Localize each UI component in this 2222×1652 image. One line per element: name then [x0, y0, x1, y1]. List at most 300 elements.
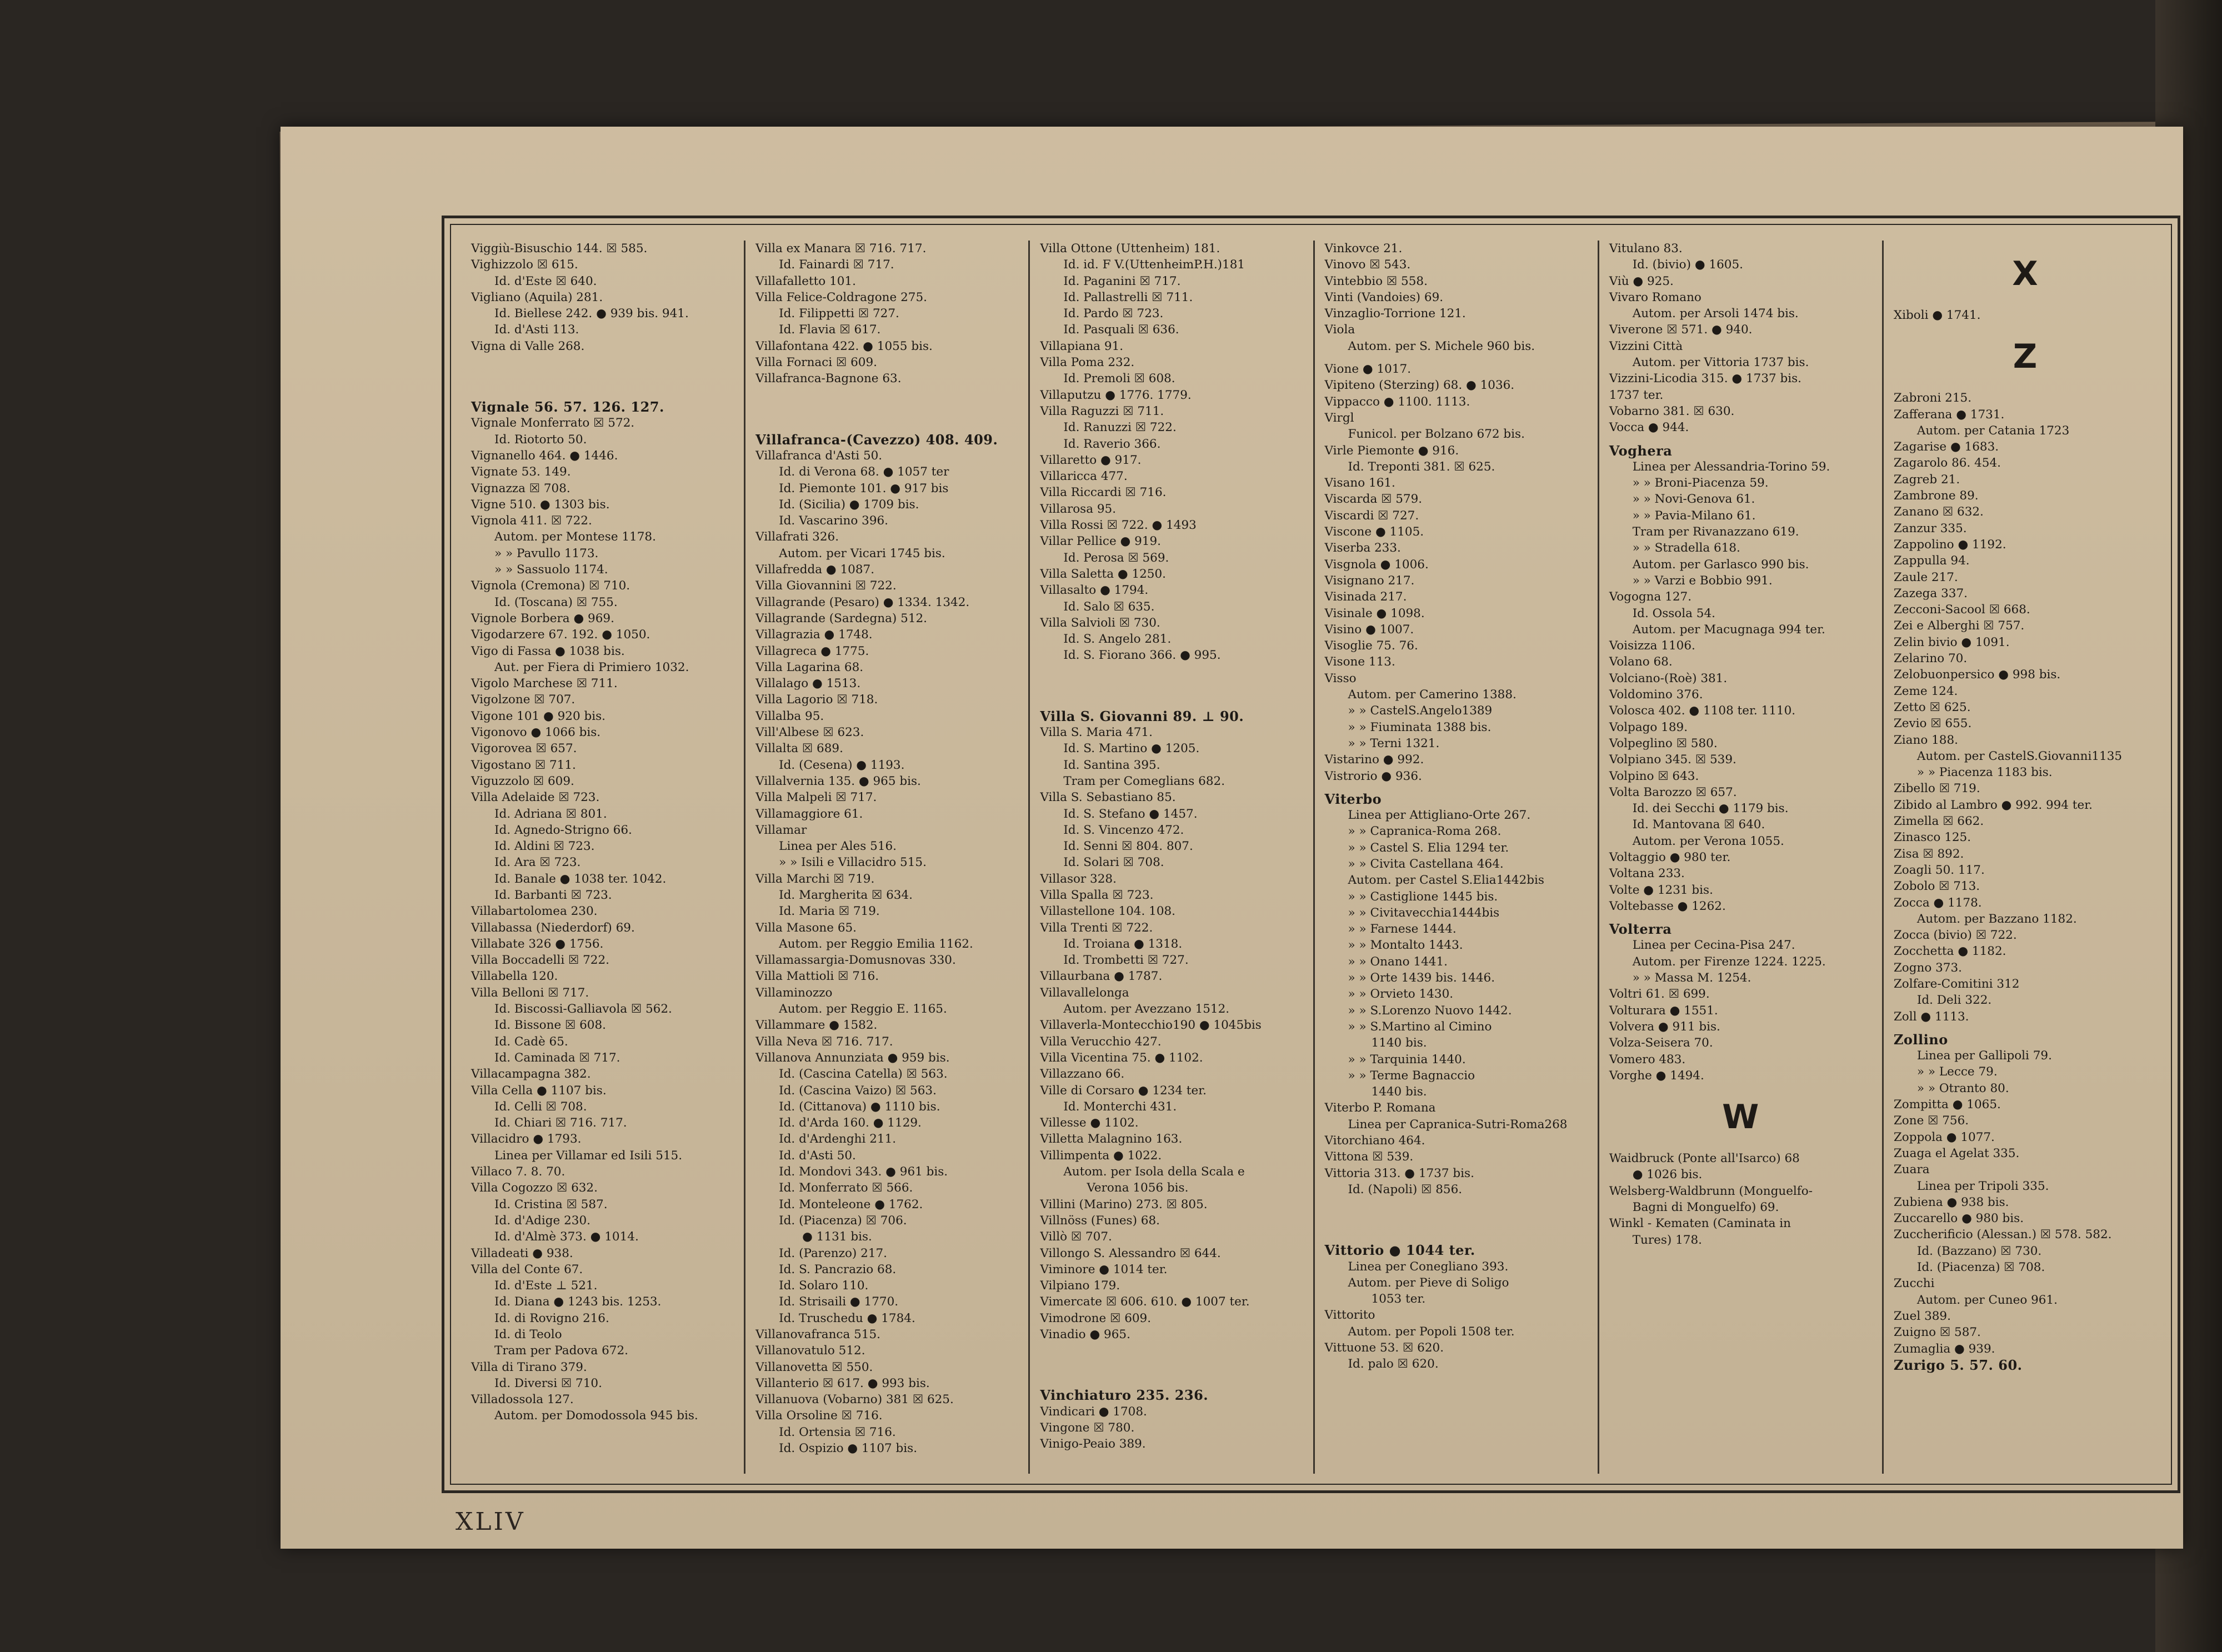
index-entry: Viserba 233. [1324, 541, 1401, 555]
index-entry: Vigne 510. ● 1303 bis. [471, 497, 610, 512]
index-entry: Id. Ranuzzi ☒ 722. [1063, 420, 1177, 435]
index-entry: Vizzini Città [1609, 339, 1683, 353]
index-entry: Vigolo Marchese ☒ 711. [471, 677, 618, 691]
index-entry: Villa S. Maria 471. [1040, 725, 1153, 740]
index-entry: Id. Flavia ☒ 617. [779, 323, 881, 337]
index-entry: Vinadio ● 965. [1040, 1328, 1130, 1341]
index-entry: Villafredda ● 1087. [755, 563, 875, 577]
index-entry: Villalvernia 135. ● 965 bis. [755, 774, 921, 788]
index-entry: Autom. per Reggio Emilia 1162. [779, 937, 973, 951]
index-entry: Viterbo P. Romana [1324, 1101, 1436, 1115]
index-entry: Villagrande (Pesaro) ● 1334. 1342. [755, 595, 970, 609]
index-entry: Vipiteno (Sterzing) 68. ● 1036. [1324, 378, 1515, 393]
section-letter: W [1722, 1098, 1759, 1137]
entry-spacer [1325, 784, 1588, 791]
index-entry: Vimercate ☒ 606. 610. ● 1007 ter. [1040, 1295, 1250, 1309]
index-entry: Id. Fainardi ☒ 717. [779, 258, 894, 272]
index-entry: Id. Celli ☒ 708. [494, 1099, 587, 1114]
index-entry: Villabassa (Niederdorf) 69. [471, 920, 635, 935]
index-entry: Id. Truschedu ● 1784. [779, 1311, 915, 1325]
index-entry: Zevio ☒ 655. [1893, 717, 1972, 731]
index-entry: Virgl [1324, 411, 1354, 425]
index-entry: Zagreb 21. [1893, 472, 1960, 487]
index-entry: Zoagli 50. 117. [1893, 863, 1985, 877]
index-entry: Id. Ossola 54. [1632, 606, 1715, 620]
index-entry: Id. Solaro 110. [779, 1279, 869, 1293]
index-entry: Id. Riotorto 50. [494, 432, 587, 447]
index-heading-entry: Voghera [1609, 442, 1673, 459]
index-entry: Villazzano 66. [1040, 1067, 1125, 1082]
index-entry: Villanterio ☒ 617. ● 993 bis. [755, 1376, 930, 1390]
index-entry: Tram per Padova 672. [494, 1344, 628, 1358]
index-entry: Villalago ● 1513. [755, 677, 861, 691]
index-entry: Id. Biellese 242. ● 939 bis. 941. [494, 307, 689, 321]
index-entry: Villa Adelaide ☒ 723. [471, 790, 600, 805]
index-entry: Id. Biscossi-Galliavola ☒ 562. [494, 1002, 672, 1017]
index-entry: Vinzaglio-Torrione 121. [1324, 307, 1466, 321]
index-entry: Vorghe ● 1494. [1609, 1068, 1704, 1083]
index-entry: Id. Bissone ☒ 608. [494, 1018, 606, 1033]
index-entry: Vilpiano 179. [1040, 1279, 1120, 1293]
index-columns [461, 241, 2166, 1474]
index-entry: Zazega 337. [1893, 586, 1968, 600]
index-heading-entry: Villa S. Giovanni 89. ⊥ 90. [1040, 708, 1244, 724]
index-entry: Autom. per Cuneo 961. [1916, 1293, 2058, 1307]
index-entry: Vistrorio ● 936. [1324, 769, 1422, 783]
index-entry: Zanzur 335. [1893, 521, 1967, 535]
index-entry: Linea per Villamar ed Isili 515. [494, 1148, 683, 1163]
index-heading-entry: Viterbo [1324, 790, 1382, 807]
index-entry: Id. S. Stefano ● 1457. [1063, 807, 1198, 821]
index-entry: Zuel 389. [1893, 1309, 1951, 1323]
index-entry: Autom. per Avezzano 1512. [1063, 1002, 1230, 1017]
index-entry: 1140 bis. [1371, 1036, 1427, 1050]
index-entry: Villapiana 91. [1040, 339, 1124, 353]
index-entry: Id. Santina 395. [1063, 758, 1160, 772]
index-entry: Id. S. Fiorano 366. ● 995. [1063, 648, 1221, 663]
index-entry: Id. Vascarino 396. [779, 514, 889, 528]
index-entry: Zibido al Lambro ● 992. 994 ter. [1893, 798, 2093, 812]
index-entry: Autom. per Macugnaga 994 ter. [1632, 622, 1825, 637]
entry-spacer [471, 354, 734, 399]
index-entry: Id. Piemonte 101. ● 917 bis [779, 481, 949, 495]
index-entry: Villammare ● 1582. [755, 1018, 878, 1033]
index-entry: Autom. per Firenze 1224. 1225. [1632, 954, 1826, 969]
entry-spacer [1325, 1198, 1588, 1242]
index-entry: Zuccarello ● 980 bis. [1893, 1212, 2024, 1226]
index-entry: Id. Diversi ☒ 710. [494, 1376, 602, 1390]
index-entry: » » Terni 1321. [1348, 736, 1440, 750]
index-entry: Id. Trombetti ☒ 727. [1063, 953, 1189, 968]
index-entry: Autom. per Vicari 1745 bis. [779, 546, 945, 560]
index-entry: Id. dei Secchi ● 1179 bis. [1632, 802, 1789, 816]
index-entry: Villanovatulo 512. [755, 1344, 865, 1358]
index-entry: Villa Fornaci ☒ 609. [755, 356, 877, 370]
index-entry: Id. (Cascina Catella) ☒ 563. [779, 1067, 948, 1082]
index-entry: Villa del Conte 67. [471, 1262, 583, 1276]
index-entry: Vinkovce 21. [1324, 242, 1403, 256]
index-entry: Autom. per Garlasco 990 bis. [1632, 557, 1809, 572]
index-entry: Id. Monferrato ☒ 566. [779, 1181, 913, 1195]
index-entry: Id. Diana ● 1243 bis. 1253. [494, 1295, 662, 1309]
index-entry: Volpiano 345. ☒ 539. [1609, 753, 1736, 767]
index-heading-entry: Volterra [1609, 921, 1672, 938]
index-entry: Autom. per Catania 1723 [1916, 423, 2070, 438]
index-entry: Visoglie 75. 76. [1324, 639, 1418, 653]
index-entry: Zeme 124. [1893, 684, 1958, 698]
entry-spacer [1325, 354, 1588, 361]
index-entry: Id. d'Asti 50. [779, 1148, 856, 1163]
index-entry: Id. Barbanti ☒ 723. [494, 888, 612, 902]
index-entry: Vittuone 53. ☒ 620. [1324, 1341, 1444, 1355]
index-entry: Id. (Parenzo) 217. [779, 1246, 888, 1260]
index-entry: Tures) 178. [1632, 1233, 1703, 1247]
index-entry: Vomero 483. [1609, 1052, 1686, 1067]
index-entry: Zelarino 70. [1893, 652, 1968, 666]
index-entry: Vignale Monferrato ☒ 572. [471, 416, 635, 430]
index-entry: Id. S. Pancrazio 68. [779, 1262, 897, 1276]
index-entry: Villa Marchi ☒ 719. [755, 872, 875, 886]
index-entry: Autom. per Reggio E. 1165. [779, 1002, 947, 1017]
index-entry: Id. id. F V.(UttenheimP.H.)181 [1063, 258, 1245, 272]
index-entry: Villa Salvioli ☒ 730. [1040, 615, 1160, 630]
index-entry: Linea per Tripoli 335. [1916, 1179, 2049, 1193]
index-entry: Zisa ☒ 892. [1893, 847, 1964, 861]
index-entry: Id. S. Angelo 281. [1063, 632, 1172, 647]
index-entry: Vingone ☒ 780. [1040, 1420, 1135, 1435]
index-entry: Vignate 53. 149. [471, 465, 571, 479]
index-entry: Villaricca 477. [1040, 469, 1128, 484]
index-entry: Vittorito [1324, 1308, 1375, 1323]
index-entry: Zecconi-Sacool ☒ 668. [1893, 603, 2030, 617]
index-entry: Zelobuonpersico ● 998 bis. [1893, 668, 2061, 682]
index-entry: Id. Treponti 381. ☒ 625. [1348, 459, 1495, 474]
index-entry: Villaverla-Montecchio190 ● 1045bis [1040, 1018, 1262, 1033]
index-entry: Vill'Albese ☒ 623. [755, 725, 864, 740]
index-entry: Id. d'Ardenghi 211. [779, 1132, 897, 1147]
index-entry: Zappolino ● 1192. [1893, 537, 2006, 552]
index-entry: Zafferana ● 1731. [1893, 407, 2005, 422]
index-entry: » » Civitavecchia1444bis [1348, 905, 1500, 920]
index-entry: Autom. per CastelS.Giovanni1135 [1916, 749, 2123, 763]
index-entry: Villaurbana ● 1787. [1040, 969, 1163, 984]
index-entry: Villadossola 127. [471, 1393, 574, 1407]
index-entry: Id. Paganini ☒ 717. [1063, 274, 1181, 288]
index-entry: Zabroni 215. [1893, 391, 1972, 406]
index-entry: Id. (Toscana) ☒ 755. [494, 595, 618, 609]
index-entry: Vindicari ● 1708. [1040, 1404, 1147, 1419]
index-entry: Voltebasse ● 1262. [1609, 899, 1726, 913]
index-entry: Autom. per Verona 1055. [1632, 834, 1784, 848]
index-entry: Zagarolo 86. 454. [1893, 456, 2001, 470]
index-entry: Villalba 95. [755, 709, 824, 723]
index-entry: Zogno 373. [1893, 960, 1963, 975]
index-entry: Vippacco ● 1100. 1113. [1324, 394, 1470, 409]
index-entry: Villarosa 95. [1040, 502, 1117, 516]
index-entry: ● 1131 bis. [802, 1230, 872, 1244]
index-entry: Villa Cogozzo ☒ 632. [471, 1181, 598, 1195]
index-entry: » » Montalto 1443. [1348, 938, 1463, 953]
index-entry: Visinada 217. [1324, 590, 1407, 604]
index-entry: Villa Saletta ● 1250. [1040, 567, 1166, 581]
index-entry: Id. Pardo ☒ 723. [1063, 307, 1164, 321]
index-entry: Vinti (Vandoies) 69. [1324, 290, 1444, 304]
index-entry: Villa Cella ● 1107 bis. [471, 1083, 607, 1098]
index-entry: Villnöss (Funes) 68. [1040, 1213, 1160, 1228]
index-entry: Id. Strisaili ● 1770. [779, 1295, 899, 1309]
index-entry: » » Stradella 618. [1632, 541, 1740, 555]
index-entry: Visino ● 1007. [1324, 622, 1414, 637]
index-entry: Vigolzone ☒ 707. [471, 693, 575, 707]
index-entry: Villongo S. Alessandro ☒ 644. [1040, 1246, 1221, 1260]
index-entry: » » Tarquinia 1440. [1348, 1052, 1466, 1067]
index-entry: Volano 68. [1609, 655, 1673, 669]
index-entry: Funicol. per Bolzano 672 bis. [1348, 427, 1525, 442]
index-entry: Villa Ottone (Uttenheim) 181. [1040, 242, 1220, 256]
index-entry: Vigostano ☒ 711. [471, 758, 576, 772]
index-column-4 [1315, 241, 1599, 1474]
index-entry: Villa di Tirano 379. [471, 1360, 587, 1374]
index-entry: Linea per Alessandria-Torino 59. [1632, 459, 1830, 474]
index-entry: » » Broni-Piacenza 59. [1632, 476, 1769, 490]
index-entry: Villa Trenti ☒ 722. [1040, 920, 1153, 935]
index-entry: Id. Pallastrelli ☒ 711. [1063, 290, 1193, 304]
index-entry: Viola [1324, 323, 1355, 337]
index-entry: Id. d'Arda 160. ● 1129. [779, 1116, 922, 1130]
index-entry: Autom. per Camerino 1388. [1348, 688, 1517, 702]
index-heading-entry: Villafranca-(Cavezzo) 408. 409. [755, 431, 998, 448]
index-entry: Id. (Cascina Vaizo) ☒ 563. [779, 1083, 937, 1098]
index-entry: Zei e Alberghi ☒ 757. [1893, 619, 2025, 633]
index-entry: Vitulano 83. [1609, 242, 1683, 256]
index-entry: Vimodrone ☒ 609. [1040, 1311, 1152, 1325]
index-entry: Autom. per Popoli 1508 ter. [1348, 1324, 1515, 1339]
index-entry: ● 1026 bis. [1632, 1168, 1703, 1182]
index-entry: 1440 bis. [1371, 1085, 1427, 1099]
index-entry: Virle Piemonte ● 916. [1324, 443, 1459, 458]
index-entry: Id. Chiari ☒ 716. 717. [494, 1116, 627, 1130]
index-entry: Volza-Seisera 70. [1609, 1036, 1713, 1050]
index-entry: » » Farnese 1444. [1348, 922, 1457, 937]
index-entry: Ziano 188. [1893, 733, 1958, 747]
index-heading-entry: Vignale 56. 57. 126. 127. [471, 399, 664, 415]
index-entry: Villa Verucchio 427. [1040, 1034, 1162, 1049]
index-entry: Villa Masone 65. [755, 920, 857, 935]
index-entry: Vintebbio ☒ 558. [1324, 274, 1428, 288]
index-entry: Linea per Capranica-Sutri-Roma268 [1348, 1117, 1568, 1132]
index-entry: Linea per Attigliano-Orte 267. [1348, 808, 1531, 823]
index-entry: Visano 161. [1324, 476, 1395, 490]
index-entry: Vighizzolo ☒ 615. [471, 258, 578, 272]
index-entry: Villaputzu ● 1776. 1779. [1040, 388, 1192, 402]
index-entry: Vizzini-Licodia 315. ● 1737 bis. [1609, 372, 1802, 386]
index-entry: Vignazza ☒ 708. [471, 481, 570, 495]
index-entry: Voldomino 376. [1609, 688, 1703, 702]
index-entry: Villanuova (Vobarno) 381 ☒ 625. [755, 1393, 954, 1407]
index-entry: Autom. per Montese 1178. [494, 530, 656, 544]
index-entry: Villabartolomea 230. [471, 904, 598, 919]
index-entry: Id. Mondovi 343. ● 961 bis. [779, 1165, 948, 1179]
index-entry: Vione ● 1017. [1324, 362, 1412, 377]
index-entry: Vinigo-Peaio 389. [1040, 1437, 1146, 1451]
index-entry: Villaretto ● 917. [1040, 453, 1142, 467]
index-entry: Linea per Conegliano 393. [1348, 1259, 1509, 1274]
section-letter: X [2012, 254, 2038, 293]
index-entry: Volpago 189. [1609, 720, 1688, 734]
section-letter: Z [2013, 337, 2038, 377]
index-heading-entry: Zurigo 5. 57. 60. [1893, 1356, 2023, 1373]
index-entry: Zetto ☒ 625. [1893, 700, 1971, 714]
index-entry: » » Varzi e Bobbio 991. [1632, 573, 1773, 588]
index-entry: Id. d'Adige 230. [494, 1213, 590, 1228]
index-column-1 [461, 241, 745, 1474]
index-entry: Voisizza 1106. [1609, 639, 1695, 653]
index-entry: Villabella 120. [471, 969, 558, 984]
index-entry: Villamar [755, 823, 807, 837]
index-entry: Vitorchiano 464. [1324, 1134, 1425, 1148]
index-entry: Visso [1324, 671, 1357, 685]
index-entry: Id. Ara ☒ 723. [494, 855, 581, 870]
index-entry: Id. di Verona 68. ● 1057 ter [779, 465, 949, 479]
index-entry: Villetta Malagnino 163. [1040, 1132, 1183, 1147]
index-entry: Linea per Gallipoli 79. [1916, 1049, 2052, 1063]
index-entry: » » Pavia-Milano 61. [1632, 508, 1756, 523]
index-entry: Tram per Comeglians 682. [1063, 774, 1225, 788]
index-entry: Tram per Rivanazzano 619. [1632, 525, 1799, 539]
index-entry: Villa Poma 232. [1040, 356, 1135, 370]
index-entry: Villimpenta ● 1022. [1040, 1148, 1162, 1163]
index-entry: Autom. per Domodossola 945 bis. [494, 1409, 698, 1423]
index-entry: » » Castel S. Elia 1294 ter. [1348, 840, 1509, 855]
index-entry: » » Castiglione 1445 bis. [1348, 889, 1498, 904]
index-entry: Vignanello 464. ● 1446. [471, 448, 618, 463]
index-entry: Villa Belloni ☒ 717. [471, 985, 589, 1000]
index-entry: Zumaglia ● 939. [1893, 1341, 1995, 1356]
entry-spacer [755, 387, 1018, 432]
index-entry: Id. (Cesena) ● 1193. [779, 758, 905, 772]
index-entry: Visinale ● 1098. [1324, 606, 1425, 620]
index-entry: Vigo di Fassa ● 1038 bis. [471, 644, 625, 658]
index-entry: Autom. per S. Michele 960 bis. [1348, 339, 1535, 353]
index-entry: Viù ● 925. [1609, 274, 1674, 288]
index-entry: Linea per Ales 516. [779, 839, 897, 854]
index-entry: Visignano 217. [1324, 573, 1415, 588]
index-entry: » » Otranto 80. [1916, 1081, 2009, 1095]
index-entry: Autom. per Pieve di Soligo [1348, 1275, 1509, 1290]
index-entry: Volciano-(Roè) 381. [1609, 671, 1728, 685]
index-entry: Volta Barozzo ☒ 657. [1609, 785, 1737, 799]
index-entry: Villa Boccadelli ☒ 722. [471, 953, 610, 968]
index-entry: Villasor 328. [1040, 872, 1117, 886]
index-entry: Welsberg-Waldbrunn (Monguelfo- [1609, 1184, 1813, 1198]
index-entry: Id. S. Vincenzo 472. [1063, 823, 1184, 837]
index-entry: Id. (Cittanova) ● 1110 bis. [779, 1099, 940, 1114]
index-entry: Viverone ☒ 571. ● 940. [1609, 323, 1753, 337]
index-column-3 [1030, 241, 1314, 1474]
index-entry: Vigone 101 ● 920 bis. [471, 709, 605, 723]
index-entry: Id. Senni ☒ 804. 807. [1063, 839, 1193, 854]
index-entry: Volvera ● 911 bis. [1609, 1019, 1720, 1034]
index-entry: Villagrande (Sardegna) 512. [755, 611, 928, 625]
index-entry: Xiboli ● 1741. [1893, 308, 1981, 322]
index-entry: Id. (Bazzano) ☒ 730. [1916, 1244, 2042, 1258]
index-entry: Id. Monterchi 431. [1063, 1099, 1177, 1114]
index-entry: » » CastelS.Angelo1389 [1348, 704, 1493, 718]
index-entry: Zagarise ● 1683. [1893, 440, 1999, 454]
index-entry: Villa Orsoline ☒ 716. [755, 1409, 883, 1423]
index-entry: Villa Lagorio ☒ 718. [755, 693, 878, 707]
index-entry: Zobolo ☒ 713. [1893, 879, 1980, 894]
index-entry: Id. Troiana ● 1318. [1063, 937, 1183, 951]
index-entry: Vinovo ☒ 543. [1324, 258, 1411, 272]
index-entry: » » Massa M. 1254. [1632, 971, 1751, 985]
entry-spacer [1040, 1343, 1303, 1387]
index-entry: Villa Malpeli ☒ 717. [755, 790, 877, 805]
index-entry: Id. (Piacenza) ☒ 708. [1916, 1260, 2045, 1275]
index-frame [442, 216, 2180, 1493]
index-entry: Villaminozzo [755, 985, 833, 1000]
index-entry: Vignola (Cremona) ☒ 710. [471, 579, 630, 593]
index-entry: Zuccherificio (Alessan.) ☒ 578. 582. [1893, 1228, 2112, 1242]
index-entry: Zolfare-Comitini 312 [1893, 977, 2020, 991]
index-entry: Id. Adriana ☒ 801. [494, 807, 607, 821]
index-entry: » » S.Lorenzo Nuovo 1442. [1348, 1003, 1512, 1018]
index-entry: Id. di Rovigno 216. [494, 1311, 609, 1325]
index-entry: Vignole Borbera ● 969. [471, 611, 614, 625]
index-entry: Voltana 233. [1609, 867, 1685, 881]
index-entry: » » Orvieto 1430. [1348, 987, 1454, 1002]
index-entry: Volte ● 1231 bis. [1609, 883, 1713, 897]
index-entry: Viscone ● 1105. [1324, 525, 1424, 539]
index-entry: Id. Maria ☒ 719. [779, 904, 880, 919]
index-entry: Zoppola ● 1077. [1893, 1130, 1995, 1144]
index-entry: Waidbruck (Ponte all'Isarco) 68 [1609, 1152, 1800, 1166]
index-entry: Zibello ☒ 719. [1893, 782, 1980, 796]
index-entry: Villanovafranca 515. [755, 1328, 880, 1341]
index-entry: Linea per Cecina-Pisa 247. [1632, 938, 1795, 953]
page-number: XLIV [456, 1508, 526, 1536]
entry-spacer [1040, 664, 1303, 708]
index-entry: Id. Salo ☒ 635. [1063, 599, 1155, 614]
index-entry: Vigonovo ● 1066 bis. [471, 725, 601, 740]
index-entry: Id. Ortensia ☒ 716. [779, 1425, 896, 1439]
index-entry: Villa Rossi ☒ 722. ● 1493 [1040, 518, 1197, 533]
index-entry: Vogogna 127. [1609, 590, 1692, 604]
index-entry: Autom. per Isola della Scala e [1063, 1165, 1245, 1179]
index-entry: Zocca ● 1178. [1893, 895, 1982, 910]
index-entry: Villa ex Manara ☒ 716. 717. [755, 242, 927, 256]
index-entry: 1737 ter. [1609, 388, 1664, 402]
index-column-5 [1599, 241, 1884, 1474]
entry-spacer [1894, 1025, 2156, 1032]
index-entry: » » Isili e Villacidro 515. [779, 855, 927, 870]
index-entry: Zuigno ☒ 587. [1893, 1325, 1981, 1340]
index-entry: Zocca (bivio) ☒ 722. [1893, 928, 2017, 943]
index-entry: Vigliano (Aquila) 281. [471, 290, 603, 304]
index-entry: Villalta ☒ 689. [755, 742, 843, 756]
index-entry: Villa Vicentina 75. ● 1102. [1040, 1050, 1203, 1065]
index-entry: Zoll ● 1113. [1893, 1009, 1969, 1024]
index-entry: Villa Lagarina 68. [755, 660, 864, 674]
index-entry: Id. palo ☒ 620. [1348, 1357, 1439, 1371]
index-entry: Visone 113. [1324, 655, 1395, 669]
index-entry: Id. Margherita ☒ 634. [779, 888, 913, 902]
index-entry: Volosca 402. ● 1108 ter. 1110. [1609, 704, 1796, 718]
index-entry: Vignola 411. ☒ 722. [471, 514, 592, 528]
index-entry: Villaco 7. 8. 70. [471, 1165, 565, 1179]
index-entry: Zaule 217. [1893, 570, 1958, 584]
index-entry: Id. d'Asti 113. [494, 323, 579, 337]
